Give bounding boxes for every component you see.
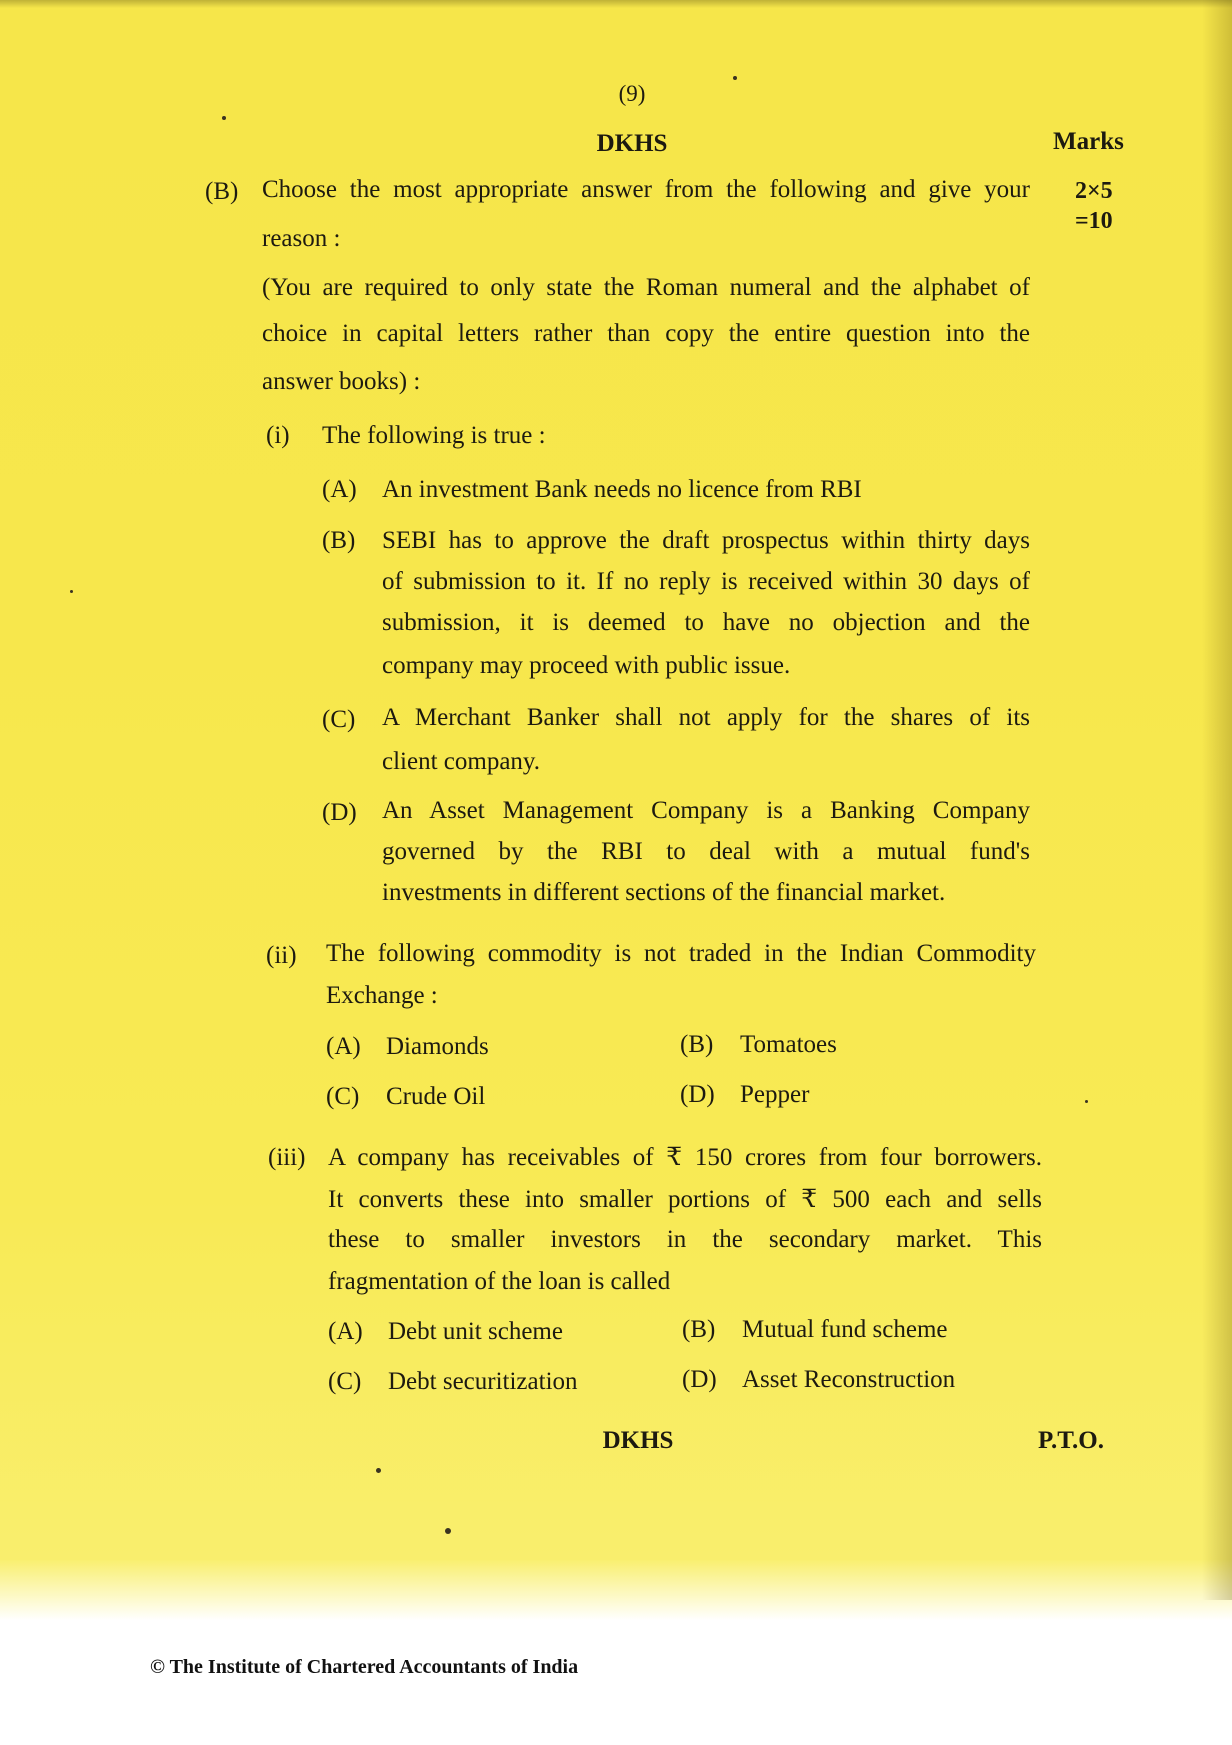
option-text: Asset Reconstruction: [742, 1366, 956, 1393]
scan-speck: [1085, 1100, 1088, 1103]
option-letter: (A): [328, 1318, 363, 1345]
option-letter: (B): [322, 527, 356, 554]
option-text: investments in different sections of the financial market.: [382, 879, 946, 906]
instruction-line: (You are required to only state the Roman numeral and the alphabet of: [262, 274, 1030, 301]
scan-speck: [733, 76, 737, 80]
question-stem: It converts these into smaller portions of ₹ 500 each and sells: [328, 1186, 1042, 1213]
option-letter: (C): [328, 1368, 362, 1395]
question-numeral: (i): [266, 422, 290, 449]
question-numeral: (ii): [266, 942, 297, 969]
scan-speck: [222, 116, 226, 120]
option-text: SEBI has to approve the draft prospectus within thirty days: [382, 527, 1030, 554]
option-text: Diamonds: [386, 1033, 489, 1060]
option-text: Tomatoes: [740, 1031, 837, 1058]
page-number: (9): [618, 81, 646, 106]
question-stem: these to smaller investors in the secondary market. This: [328, 1226, 1042, 1253]
option-text: Pepper: [740, 1081, 810, 1108]
option-letter: (D): [680, 1081, 715, 1108]
option-text: client company.: [382, 748, 541, 775]
question-stem: The following commodity is not traded in the Indian Commodity: [326, 940, 1036, 967]
option-text: submission, it is deemed to have no objection and the: [382, 609, 1030, 636]
paper-shadow: [1202, 0, 1232, 1600]
scan-speck: [70, 590, 73, 593]
option-letter: (A): [326, 1033, 361, 1060]
marks-heading: Marks: [1053, 128, 1124, 155]
instruction-line: answer books) :: [262, 368, 421, 395]
option-letter: (B): [682, 1316, 716, 1343]
copyright-notice: © The Institute of Chartered Accountants of India: [150, 1656, 579, 1678]
scan-speck: [376, 1468, 381, 1473]
option-text: governed by the RBI to deal with a mutual fund's: [382, 838, 1030, 865]
paper-code-header: DKHS: [596, 130, 668, 157]
section-prompt-line: reason :: [262, 225, 341, 252]
option-text: of submission to it. If no reply is received within 30 days of: [382, 568, 1030, 595]
option-letter: (D): [322, 799, 357, 826]
section-label: (B): [205, 178, 239, 205]
marks-allocation: [1075, 176, 1113, 236]
paper-edge-fade: [0, 1560, 1232, 1620]
option-text: Debt securitization: [388, 1368, 578, 1395]
marks-total: =10: [1075, 208, 1113, 234]
option-letter: (B): [680, 1031, 714, 1058]
marks-value: 2×5: [1075, 178, 1113, 204]
option-letter: (C): [326, 1083, 360, 1110]
scan-speck: [445, 1528, 451, 1534]
option-text: A Merchant Banker shall not apply for the shares of its: [382, 704, 1030, 731]
option-letter: (A): [322, 476, 357, 503]
option-letter: (C): [322, 706, 356, 733]
option-text: An investment Bank needs no licence from RBI: [382, 476, 862, 503]
question-stem: A company has receivables of ₹ 150 crores from four borrowers.: [328, 1144, 1042, 1171]
paper-top-edge: [0, 0, 1232, 8]
option-text: company may proceed with public issue.: [382, 652, 791, 679]
option-text: Mutual fund scheme: [742, 1316, 948, 1343]
question-stem: fragmentation of the loan is called: [328, 1268, 671, 1295]
section-prompt-line: Choose the most appropriate answer from the following and give your: [262, 176, 1030, 203]
option-text: Crude Oil: [386, 1083, 486, 1110]
question-stem: The following is true :: [322, 422, 546, 449]
question-stem: Exchange :: [326, 982, 438, 1009]
option-text: Debt unit scheme: [388, 1318, 563, 1345]
pto-label: P.T.O.: [1038, 1427, 1104, 1454]
option-text: An Asset Management Company is a Banking Company: [382, 797, 1030, 824]
instruction-line: choice in capital letters rather than copy the entire question into the: [262, 320, 1030, 347]
question-numeral: (iii): [268, 1144, 306, 1171]
paper-code-footer: DKHS: [602, 1427, 674, 1454]
option-letter: (D): [682, 1366, 717, 1393]
